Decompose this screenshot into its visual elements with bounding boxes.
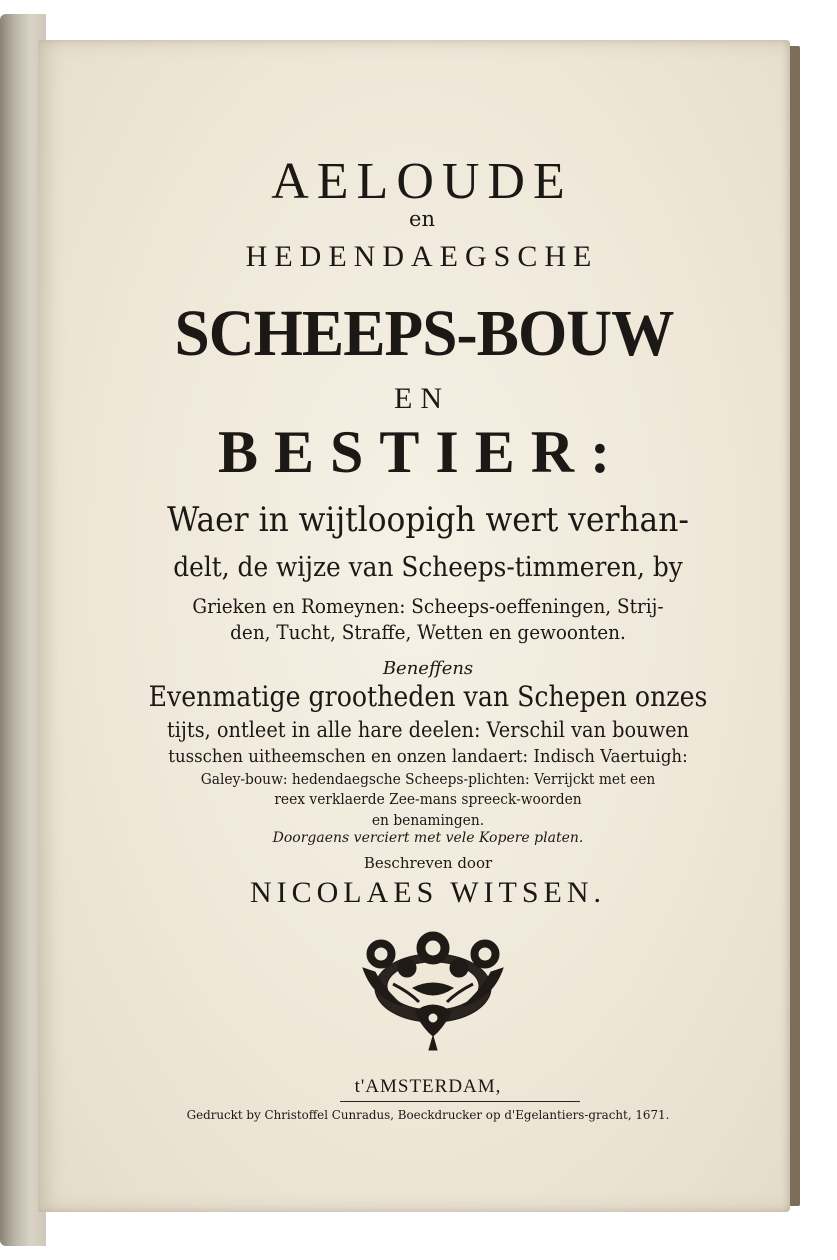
title-hedendaegsche: HEDENDAEGSCHE xyxy=(245,240,599,273)
imprint-line: Gedruckt by Christoffel Cunradus, Boeckdrucker op d'Egelantiers-gracht, 1671. xyxy=(186,1107,670,1122)
imprint-rule xyxy=(340,1101,580,1102)
title-en-small: en xyxy=(409,207,435,231)
subtitle-line-1: Waer in wijtloopigh wert verhan- xyxy=(167,500,689,540)
title-en: EN xyxy=(394,382,450,415)
title-page xyxy=(38,40,790,1212)
floral-vignette-icon xyxy=(353,928,513,1052)
title-bestier: BESTIER: xyxy=(217,419,627,485)
imprint-place: t'AMSTERDAM, xyxy=(354,1076,502,1097)
description-line-1: Evenmatige grootheden van Schepen onzes xyxy=(148,680,708,713)
description-line-6: en benamingen. xyxy=(371,811,485,829)
title-scheeps-bouw: SCHEEPS-BOUW xyxy=(174,297,674,370)
beneffens: Beneffens xyxy=(382,658,474,679)
description-line-3: tusschen uitheemschen en onzen landaert: Indisch Vaertuigh: xyxy=(168,746,688,767)
author-name: NICOLAES WITSEN. xyxy=(249,876,607,909)
description-line-4: Galey-bouw: hedendaegsche Scheeps-plichten: Verrijckt met een xyxy=(200,770,656,788)
subtitle-line-4: den, Tucht, Straffe, Wetten en gewoonten. xyxy=(230,620,626,644)
description-line-5: reex verklaerde Zee-mans spreeck-woorden xyxy=(274,790,582,808)
title-aeloude: AELOUDE xyxy=(271,153,573,210)
subtitle-line-3: Grieken en Romeynen: Scheeps-oeffeningen, Strij- xyxy=(192,594,664,618)
written-by: Beschreven door xyxy=(363,854,493,872)
description-line-2: tijts, ontleet in alle hare deelen: Verschil van bouwen xyxy=(166,718,690,742)
subtitle-line-2: delt, de wijze van Scheeps-timmeren, by xyxy=(173,552,683,583)
plates-note: Doorgaens verciert met vele Kopere platen. xyxy=(272,830,584,846)
